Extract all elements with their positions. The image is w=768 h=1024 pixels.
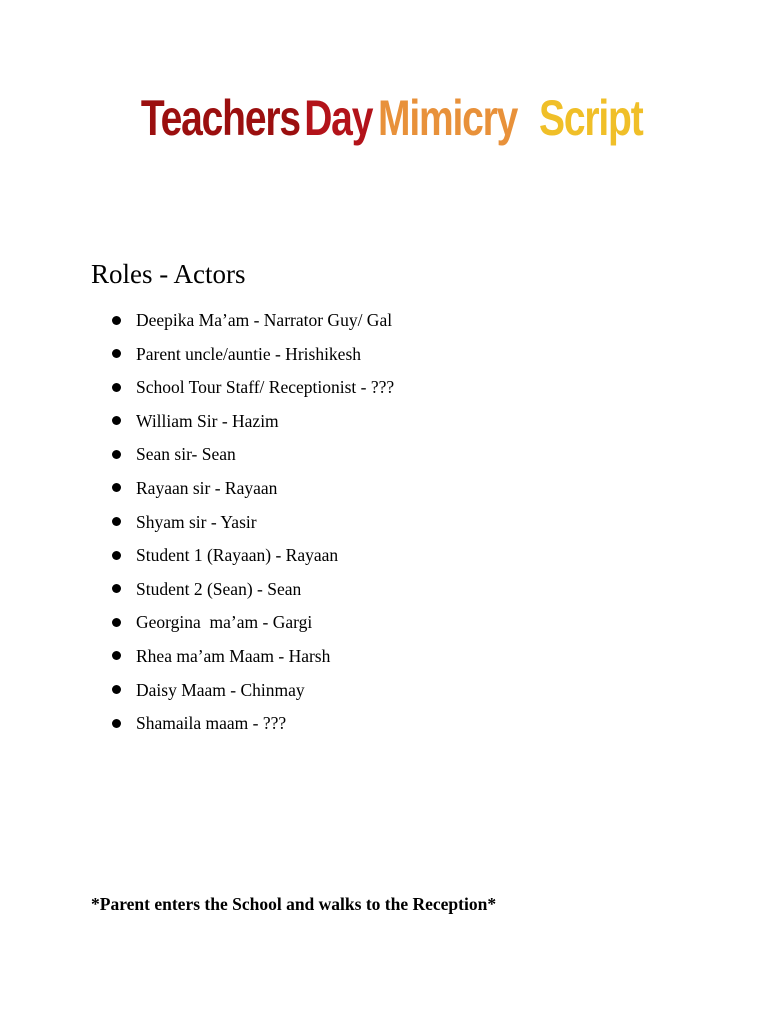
- title-word-mimicry: Mimicry: [378, 90, 518, 146]
- role-text: School Tour Staff/ Receptionist - ???: [136, 377, 395, 398]
- list-item: [108, 337, 394, 371]
- bullet-icon: [112, 383, 121, 392]
- list-item: [108, 404, 394, 438]
- list-item: [108, 673, 394, 707]
- role-text: Student 2 (Sean) - Sean: [136, 578, 302, 599]
- list-item: [108, 471, 394, 505]
- list-item: [108, 639, 394, 673]
- list-item: [108, 538, 394, 572]
- role-text: Parent uncle/auntie - Hrishikesh: [136, 343, 362, 364]
- list-item: [108, 706, 394, 740]
- role-text: Shyam sir - Yasir: [136, 511, 257, 532]
- bullet-icon: [112, 517, 121, 526]
- bullet-icon: [112, 685, 121, 694]
- bullet-icon: [112, 450, 121, 459]
- role-text: Shamaila maam - ???: [136, 713, 287, 734]
- list-item: [108, 605, 394, 639]
- role-text: Student 1 (Rayaan) - Rayaan: [136, 545, 339, 566]
- role-text: Rhea ma’am Maam - Harsh: [136, 645, 331, 666]
- role-text: Rayaan sir - Rayaan: [136, 477, 278, 498]
- role-text: Deepika Ma’am - Narrator Guy/ Gal: [136, 310, 393, 330]
- bullet-icon: [112, 416, 121, 425]
- list-item: [108, 437, 394, 471]
- bullet-icon: [112, 483, 121, 492]
- bullet-icon: [112, 349, 121, 358]
- bullet-icon: [112, 584, 121, 593]
- title-word-day: Day: [303, 90, 372, 146]
- bullet-icon: [112, 618, 121, 627]
- document-title: [0, 82, 768, 154]
- role-text: Daisy Maam - Chinmay: [136, 679, 305, 700]
- bullet-icon: [112, 316, 121, 325]
- list-item: [108, 505, 394, 539]
- stage-direction: *Parent enters the School and walks to the Reception*: [91, 894, 497, 914]
- bullet-icon: [112, 719, 121, 728]
- roles-heading: Roles - Actors: [91, 259, 246, 289]
- role-text: William Sir - Hazim: [136, 410, 279, 431]
- bullet-icon: [112, 651, 121, 660]
- role-text: Sean sir- Sean: [136, 444, 236, 465]
- list-item: [108, 303, 394, 337]
- title-word-script: Script: [539, 90, 643, 146]
- list-item: [108, 370, 394, 404]
- role-text: Georgina ma’am - Gargi: [136, 612, 313, 633]
- roles-list: [108, 303, 394, 740]
- title-word-teachers: Teachers: [141, 90, 301, 146]
- bullet-icon: [112, 551, 121, 560]
- list-item: [108, 572, 394, 606]
